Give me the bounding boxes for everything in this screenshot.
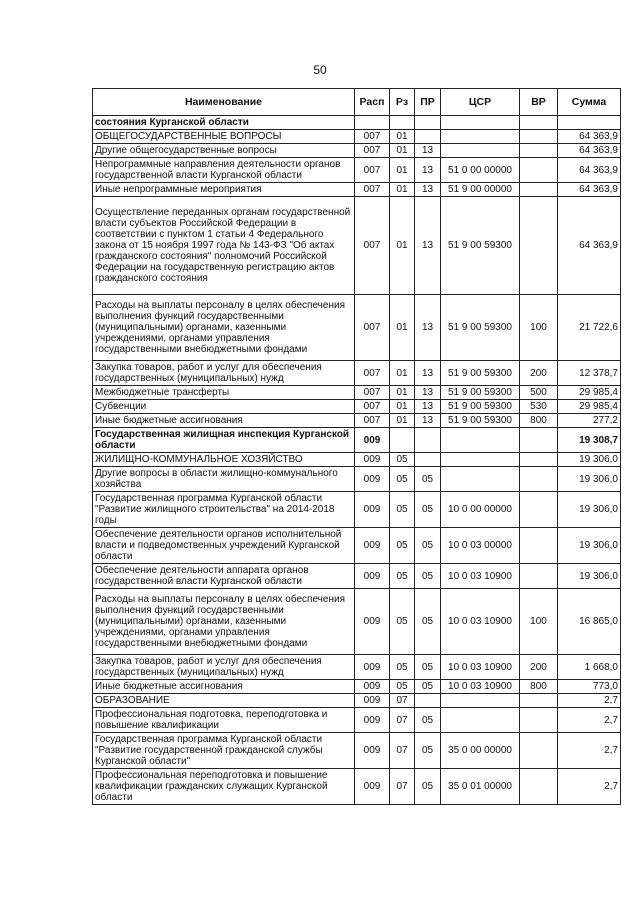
table-row bbox=[93, 144, 621, 158]
row-name-cell: Иные непрограммные мероприятия bbox=[93, 183, 355, 197]
row-sum-cell: 19 306,0 bbox=[558, 467, 621, 492]
row-rz-cell: 07 bbox=[390, 733, 415, 769]
row-csr-cell: 51 9 00 00000 bbox=[441, 183, 520, 197]
row-sum-cell: 2,7 bbox=[558, 694, 621, 708]
table-row bbox=[93, 386, 621, 400]
header-rz: Рз bbox=[390, 89, 415, 116]
row-vr-cell bbox=[520, 528, 558, 564]
row-rasp-cell: 007 bbox=[355, 414, 390, 428]
row-rz-cell: 01 bbox=[390, 144, 415, 158]
row-rz-cell: 01 bbox=[390, 130, 415, 144]
row-rasp-cell: 007 bbox=[355, 386, 390, 400]
table-row bbox=[93, 197, 621, 295]
row-name-cell: ОБРАЗОВАНИЕ bbox=[93, 694, 355, 708]
row-vr-cell: 500 bbox=[520, 386, 558, 400]
row-vr-cell bbox=[520, 197, 558, 295]
row-name-cell: Непрограммные направления деятельности органов государственной власти Курганской области bbox=[93, 158, 355, 183]
row-vr-cell: 200 bbox=[520, 655, 558, 680]
row-pr-cell: 05 bbox=[415, 733, 441, 769]
row-name-cell: Профессиональная подготовка, переподготовка и повышение квалификации bbox=[93, 708, 355, 733]
row-name-cell: Обеспечение деятельности органов исполнительной власти и подведомственных учреждений Курганской области bbox=[93, 528, 355, 564]
table-row bbox=[93, 116, 621, 130]
row-pr-cell: 13 bbox=[415, 361, 441, 386]
row-sum-cell: 19 306,0 bbox=[558, 492, 621, 528]
row-pr-cell bbox=[415, 116, 441, 130]
row-sum-cell: 12 378,7 bbox=[558, 361, 621, 386]
row-rz-cell: 05 bbox=[390, 528, 415, 564]
row-sum-cell: 21 722,6 bbox=[558, 295, 621, 361]
page-number: 50 bbox=[313, 63, 327, 77]
row-pr-cell bbox=[415, 453, 441, 467]
row-csr-cell: 51 0 00 00000 bbox=[441, 158, 520, 183]
row-rz-cell: 01 bbox=[390, 197, 415, 295]
row-sum-cell: 773,0 bbox=[558, 680, 621, 694]
table-row bbox=[93, 564, 621, 589]
row-csr-cell: 51 9 00 59300 bbox=[441, 295, 520, 361]
row-sum-cell: 2,7 bbox=[558, 769, 621, 805]
row-sum-cell bbox=[558, 116, 621, 130]
row-pr-cell: 13 bbox=[415, 197, 441, 295]
row-rz-cell: 07 bbox=[390, 708, 415, 733]
row-vr-cell: 100 bbox=[520, 589, 558, 655]
row-rasp-cell: 009 bbox=[355, 733, 390, 769]
table-row bbox=[93, 453, 621, 467]
row-rz-cell: 01 bbox=[390, 386, 415, 400]
table-row bbox=[93, 528, 621, 564]
row-name-cell: Расходы на выплаты персоналу в целях обеспечения выполнения функций государственными (муниципальными) органами, казенными учреждениями, органами управления государственными внебюджетными фондами bbox=[93, 295, 355, 361]
row-name-cell: Другие общегосударственные вопросы bbox=[93, 144, 355, 158]
table-row bbox=[93, 361, 621, 386]
row-vr-cell bbox=[520, 428, 558, 453]
row-pr-cell: 13 bbox=[415, 144, 441, 158]
row-rz-cell: 07 bbox=[390, 769, 415, 805]
row-vr-cell bbox=[520, 733, 558, 769]
row-sum-cell: 29 985,4 bbox=[558, 400, 621, 414]
row-pr-cell: 05 bbox=[415, 564, 441, 589]
row-name-cell: ЖИЛИЩНО-КОММУНАЛЬНОЕ ХОЗЯЙСТВО bbox=[93, 453, 355, 467]
row-sum-cell: 64 363,9 bbox=[558, 197, 621, 295]
row-name-cell: Субвенции bbox=[93, 400, 355, 414]
row-csr-cell bbox=[441, 708, 520, 733]
table-row bbox=[93, 414, 621, 428]
row-rasp-cell bbox=[355, 116, 390, 130]
row-rasp-cell: 007 bbox=[355, 197, 390, 295]
table-row bbox=[93, 589, 621, 655]
row-name-cell: Профессиональная переподготовка и повышение квалификации гражданских служащих Курганской области bbox=[93, 769, 355, 805]
row-csr-cell: 10 0 03 10900 bbox=[441, 589, 520, 655]
row-vr-cell bbox=[520, 116, 558, 130]
row-pr-cell bbox=[415, 428, 441, 453]
table-row bbox=[93, 130, 621, 144]
row-pr-cell: 05 bbox=[415, 655, 441, 680]
row-csr-cell bbox=[441, 694, 520, 708]
row-sum-cell: 19 308,7 bbox=[558, 428, 621, 453]
row-vr-cell bbox=[520, 694, 558, 708]
row-rz-cell: 05 bbox=[390, 564, 415, 589]
row-rz-cell bbox=[390, 428, 415, 453]
row-pr-cell: 05 bbox=[415, 708, 441, 733]
row-name-cell: Закупка товаров, работ и услуг для обеспечения государственных (муниципальных) нужд bbox=[93, 361, 355, 386]
row-vr-cell bbox=[520, 130, 558, 144]
row-csr-cell: 51 9 00 59300 bbox=[441, 414, 520, 428]
row-csr-cell bbox=[441, 467, 520, 492]
row-csr-cell bbox=[441, 144, 520, 158]
table-row bbox=[93, 680, 621, 694]
row-sum-cell: 64 363,9 bbox=[558, 158, 621, 183]
table-row bbox=[93, 428, 621, 453]
row-csr-cell: 10 0 03 10900 bbox=[441, 655, 520, 680]
row-sum-cell: 19 306,0 bbox=[558, 528, 621, 564]
row-pr-cell: 13 bbox=[415, 183, 441, 197]
row-sum-cell: 2,7 bbox=[558, 708, 621, 733]
row-rasp-cell: 007 bbox=[355, 144, 390, 158]
row-name-cell: Другие вопросы в области жилищно-коммунального хозяйства bbox=[93, 467, 355, 492]
row-vr-cell bbox=[520, 453, 558, 467]
row-name-cell: ОБЩЕГОСУДАРСТВЕННЫЕ ВОПРОСЫ bbox=[93, 130, 355, 144]
row-rasp-cell: 009 bbox=[355, 694, 390, 708]
row-rz-cell: 05 bbox=[390, 655, 415, 680]
row-pr-cell: 05 bbox=[415, 769, 441, 805]
row-rasp-cell: 009 bbox=[355, 769, 390, 805]
row-name-cell: Расходы на выплаты персоналу в целях обеспечения выполнения функций государственными (муниципальными) органами, казенными учреждениями, органами управления государственными внебюджетными фондами bbox=[93, 589, 355, 655]
row-vr-cell bbox=[520, 564, 558, 589]
table-row bbox=[93, 158, 621, 183]
row-rz-cell bbox=[390, 116, 415, 130]
row-name-cell: Осуществление переданных органам государственной власти субъектов Российской Федерации в соответствии с пунктом 1 статьи 4 Федерального закона от 15 ноября 1997 года № 143-ФЗ "Об актах гражданского состояния" полномочий Российской Федерации на государственную регистрацию актов гражданского состояния bbox=[93, 197, 355, 295]
row-rasp-cell: 007 bbox=[355, 183, 390, 197]
row-rz-cell: 05 bbox=[390, 467, 415, 492]
row-rz-cell: 05 bbox=[390, 492, 415, 528]
row-rasp-cell: 007 bbox=[355, 158, 390, 183]
row-pr-cell: 05 bbox=[415, 492, 441, 528]
budget-table bbox=[92, 88, 621, 805]
row-csr-cell: 35 0 00 00000 bbox=[441, 733, 520, 769]
row-vr-cell: 800 bbox=[520, 680, 558, 694]
row-rasp-cell: 009 bbox=[355, 680, 390, 694]
row-rz-cell: 05 bbox=[390, 453, 415, 467]
row-sum-cell: 64 363,9 bbox=[558, 130, 621, 144]
row-name-cell: Закупка товаров, работ и услуг для обеспечения государственных (муниципальных) нужд bbox=[93, 655, 355, 680]
row-rz-cell: 05 bbox=[390, 680, 415, 694]
row-sum-cell: 64 363,9 bbox=[558, 183, 621, 197]
row-rz-cell: 01 bbox=[390, 183, 415, 197]
header-name: Наименование bbox=[93, 89, 355, 116]
row-rasp-cell: 009 bbox=[355, 492, 390, 528]
row-rasp-cell: 007 bbox=[355, 400, 390, 414]
table-row bbox=[93, 467, 621, 492]
row-name-cell: состояния Курганской области bbox=[93, 116, 355, 130]
row-rz-cell: 01 bbox=[390, 361, 415, 386]
row-rasp-cell: 009 bbox=[355, 453, 390, 467]
row-pr-cell bbox=[415, 130, 441, 144]
row-sum-cell: 277,2 bbox=[558, 414, 621, 428]
row-sum-cell: 19 306,0 bbox=[558, 564, 621, 589]
row-pr-cell: 05 bbox=[415, 680, 441, 694]
row-rasp-cell: 007 bbox=[355, 295, 390, 361]
row-vr-cell: 100 bbox=[520, 295, 558, 361]
row-vr-cell bbox=[520, 144, 558, 158]
row-name-cell: Государственная программа Курганской области "Развитие жилищного строительства" на 2014-2018 годы bbox=[93, 492, 355, 528]
row-csr-cell: 51 9 00 59300 bbox=[441, 361, 520, 386]
header-vr: ВР bbox=[520, 89, 558, 116]
row-vr-cell: 800 bbox=[520, 414, 558, 428]
table-row bbox=[93, 769, 621, 805]
row-vr-cell bbox=[520, 769, 558, 805]
header-rasp: Расп bbox=[355, 89, 390, 116]
row-pr-cell: 13 bbox=[415, 414, 441, 428]
row-pr-cell: 05 bbox=[415, 467, 441, 492]
row-vr-cell bbox=[520, 183, 558, 197]
header-csr: ЦСР bbox=[441, 89, 520, 116]
row-name-cell: Иные бюджетные ассигнования bbox=[93, 680, 355, 694]
table-row bbox=[93, 183, 621, 197]
row-name-cell: Государственная программа Курганской области "Развитие государственной гражданской службы Курганской области" bbox=[93, 733, 355, 769]
row-csr-cell bbox=[441, 453, 520, 467]
table-row bbox=[93, 694, 621, 708]
header-pr: ПР bbox=[415, 89, 441, 116]
table-row bbox=[93, 733, 621, 769]
row-rasp-cell: 007 bbox=[355, 361, 390, 386]
row-pr-cell: 05 bbox=[415, 528, 441, 564]
row-rasp-cell: 009 bbox=[355, 467, 390, 492]
row-rasp-cell: 007 bbox=[355, 130, 390, 144]
row-vr-cell bbox=[520, 708, 558, 733]
row-sum-cell: 29 985,4 bbox=[558, 386, 621, 400]
row-sum-cell: 1 668,0 bbox=[558, 655, 621, 680]
row-sum-cell: 2,7 bbox=[558, 733, 621, 769]
row-sum-cell: 19 306,0 bbox=[558, 453, 621, 467]
row-rz-cell: 01 bbox=[390, 400, 415, 414]
row-name-cell: Межбюджетные трансферты bbox=[93, 386, 355, 400]
row-vr-cell: 200 bbox=[520, 361, 558, 386]
row-pr-cell bbox=[415, 694, 441, 708]
row-pr-cell: 13 bbox=[415, 158, 441, 183]
row-rz-cell: 01 bbox=[390, 295, 415, 361]
row-rz-cell: 01 bbox=[390, 158, 415, 183]
row-rz-cell: 01 bbox=[390, 414, 415, 428]
table-row bbox=[93, 295, 621, 361]
row-rasp-cell: 009 bbox=[355, 655, 390, 680]
row-rasp-cell: 009 bbox=[355, 564, 390, 589]
row-pr-cell: 13 bbox=[415, 386, 441, 400]
row-name-cell: Иные бюджетные ассигнования bbox=[93, 414, 355, 428]
row-csr-cell: 35 0 01 00000 bbox=[441, 769, 520, 805]
row-rasp-cell: 009 bbox=[355, 528, 390, 564]
row-csr-cell: 51 9 00 59300 bbox=[441, 386, 520, 400]
row-csr-cell: 10 0 03 10900 bbox=[441, 680, 520, 694]
row-vr-cell: 530 bbox=[520, 400, 558, 414]
table-row bbox=[93, 492, 621, 528]
header-sum: Сумма bbox=[558, 89, 621, 116]
row-vr-cell bbox=[520, 158, 558, 183]
row-rz-cell: 05 bbox=[390, 589, 415, 655]
row-rz-cell: 07 bbox=[390, 694, 415, 708]
row-rasp-cell: 009 bbox=[355, 708, 390, 733]
row-sum-cell: 64 363,9 bbox=[558, 144, 621, 158]
row-csr-cell bbox=[441, 116, 520, 130]
row-sum-cell: 16 865,0 bbox=[558, 589, 621, 655]
row-vr-cell bbox=[520, 492, 558, 528]
row-csr-cell bbox=[441, 428, 520, 453]
table-row bbox=[93, 655, 621, 680]
row-name-cell: Государственная жилищная инспекция Курганской области bbox=[93, 428, 355, 453]
row-csr-cell: 10 0 03 00000 bbox=[441, 528, 520, 564]
table-header-row bbox=[93, 89, 621, 116]
row-pr-cell: 13 bbox=[415, 400, 441, 414]
row-csr-cell bbox=[441, 130, 520, 144]
row-csr-cell: 10 0 03 10900 bbox=[441, 564, 520, 589]
row-rasp-cell: 009 bbox=[355, 589, 390, 655]
row-pr-cell: 13 bbox=[415, 295, 441, 361]
table-row bbox=[93, 400, 621, 414]
table-row bbox=[93, 708, 621, 733]
row-pr-cell: 05 bbox=[415, 589, 441, 655]
row-csr-cell: 51 9 00 59300 bbox=[441, 400, 520, 414]
row-name-cell: Обеспечение деятельности аппарата органов государственной власти Курганской области bbox=[93, 564, 355, 589]
row-csr-cell: 51 9 00 59300 bbox=[441, 197, 520, 295]
row-vr-cell bbox=[520, 467, 558, 492]
row-rasp-cell: 009 bbox=[355, 428, 390, 453]
row-csr-cell: 10 0 00 00000 bbox=[441, 492, 520, 528]
